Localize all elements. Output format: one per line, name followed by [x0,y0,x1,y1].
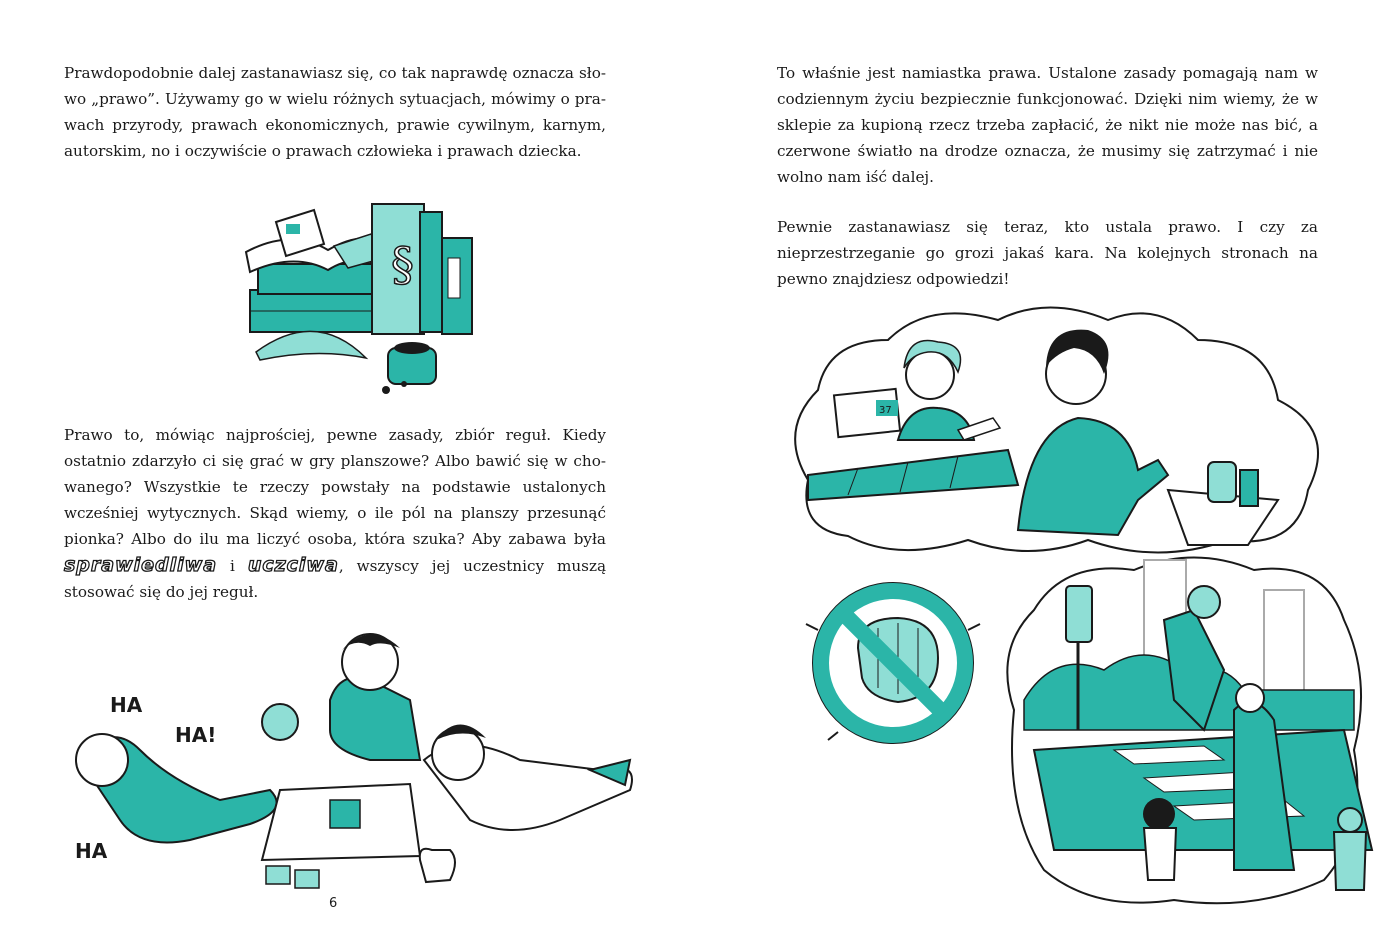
word-uczciwa: uczciwa [247,554,339,576]
no-hitting-sign-illustration [798,568,988,758]
page-number: 6 [329,896,338,911]
left-paragraph-1: Prawdopodobnie dalej zastanawiasz się, co tak naprawdę oznacza słowo „prawo”. Używamy go w wielu różnych sytuacjach, mówimy o prawach przyrody, prawach ekonomicznych, prawie cywilnym, karnym, autorskim, no i oczywiście o prawach człowieka i prawach dziecka. [64,64,606,160]
laugh-text-3: HA [75,839,108,863]
laugh-text-2: HA! [175,723,217,747]
right-paragraph-2: Pewnie zastanawiasz się teraz, kto ustala prawo. I czy za nieprzestrzeganie go grozi jakaś kara. Na kolejnych stronach na pewno znajdziesz odpowiedzi! [777,218,1318,288]
right-paragraph-1: To właśnie jest namiastka prawa. Ustalone zasady pomagają nam w codziennym życiu bezpiecznie funkcjonować. Dzięki nim wiemy, że w sklepie za kupioną rzecz trzeba zapłacić, że nikt nie może nas bić, a czerwone światło na drodze oznacza, że musimy się zatrzymać i nie wolno nam iść dalej. [777,64,1318,186]
law-books-illustration [236,198,476,398]
shop-payment-illustration [778,300,1338,560]
street-crossing-illustration [994,550,1372,920]
left-paragraph-2: Prawo to, mówiąc najprościej, pewne zasady, zbiór reguł. Kiedy ostatnio zdarzyło ci się grać w gry planszowe? Albo bawić się w chowanego? Wszystkie te rzeczy powstały na podstawie ustalonych wcześniej wytycznych. Skąd wiemy, o ile pól na planszy przesunąć pionka? Albo do ilu ma liczyć osoba, która szuka? Aby zabawa była sprawiedliwa i uczciwa, wszyscy jej uczestnicy muszą stosować się do jej reguł. [64,426,607,601]
svg-text:§: § [391,237,414,291]
word-sprawiedliwa: sprawiedliwa [64,554,218,576]
board-game-kids-illustration [40,610,640,900]
laugh-text-1: HA [110,693,143,717]
receipt-number: 37 [879,405,892,416]
